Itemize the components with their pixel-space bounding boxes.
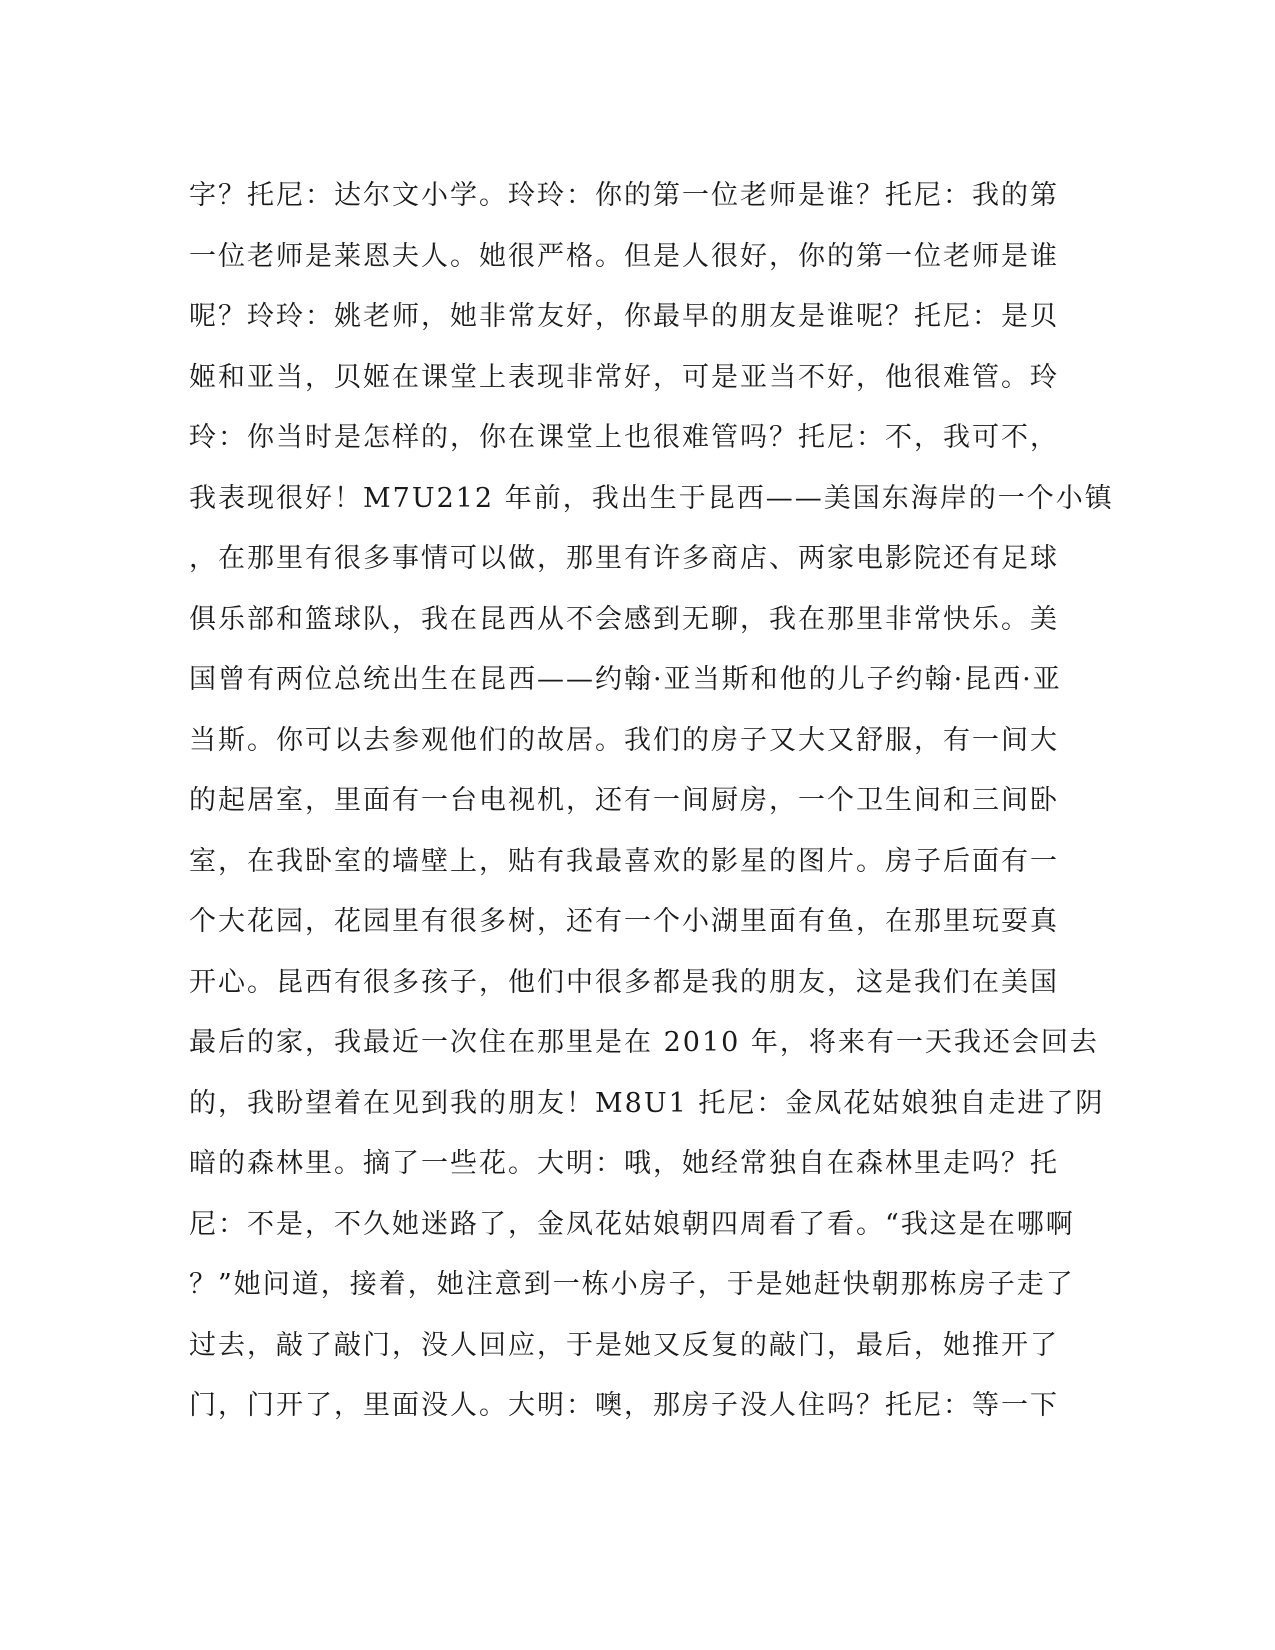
- text-line: 过去，敲了敲门，没人回应，于是她又反复的敲门，最后，她推开了: [189, 1329, 1059, 1361]
- text-line: 个大花园，花园里有很多树，还有一个小湖里面有鱼，在那里玩耍真: [189, 906, 1059, 937]
- text-line: 当斯。你可以去参观他们的故居。我们的房子又大又舒服，有一间大: [189, 724, 1059, 756]
- text-line: ，在那里有很多事情可以做，那里有许多商店、两家电影院还有足球: [189, 543, 1059, 574]
- text-line: 室，在我卧室的墙壁上，贴有我最喜欢的影星的图片。房子后面有一: [189, 845, 1059, 877]
- text-line: 呢？玲玲：姚老师，她非常友好，你最早的朋友是谁呢？托尼：是贝: [189, 301, 1059, 332]
- text-line: 国曾有两位总统出生在昆西——约翰·亚当斯和他的儿子约翰·昆西·亚: [189, 664, 1062, 695]
- text-line: 门，门开了，里面没人。大明：噢，那房子没人住吗？托尼：等一下: [189, 1390, 1059, 1421]
- text-line: 最后的家，我最近一次住在那里是在 2010 年，将来有一天我还会回去: [189, 1027, 1099, 1058]
- text-line: 玲：你当时是怎样的，你在课堂上也很难管吗？托尼：不，我可不，: [189, 422, 1059, 453]
- text-line: 俱乐部和篮球队，我在昆西从不会感到无聊，我在那里非常快乐。美: [189, 603, 1059, 635]
- text-line: 的起居室，里面有一台电视机，还有一间厨房，一个卫生间和三间卧: [189, 785, 1059, 816]
- text-line: 字？托尼：达尔文小学。玲玲：你的第一位老师是谁？托尼：我的第: [189, 180, 1059, 211]
- text-line: 姬和亚当，贝姬在课堂上表现非常好，可是亚当不好，他很难管。玲: [189, 361, 1059, 393]
- text-line: 的，我盼望着在见到我的朋友！M8U1 托尼：金凤花姑娘独自走进了阴: [189, 1087, 1105, 1119]
- text-line: 一位老师是莱恩夫人。她很严格。但是人很好，你的第一位老师是谁: [189, 240, 1059, 272]
- body-text: [189, 166, 1114, 1437]
- text-line: 我表现很好！M7U212 年前，我出生于昆西——美国东海岸的一个小镇: [189, 482, 1114, 514]
- text-line: 尼：不是，不久她迷路了，金凤花姑娘朝四周看了看。“我这是在哪啊: [189, 1208, 1075, 1240]
- text-line: ？”她问道，接着，她注意到一栋小房子，于是她赶快朝那栋房子走了: [189, 1269, 1075, 1300]
- text-line: 开心。昆西有很多孩子，他们中很多都是我的朋友，这是我们在美国: [189, 966, 1059, 998]
- text-line: 暗的森林里。摘了一些花。大明：哦，她经常独自在森林里走吗？托: [189, 1148, 1059, 1179]
